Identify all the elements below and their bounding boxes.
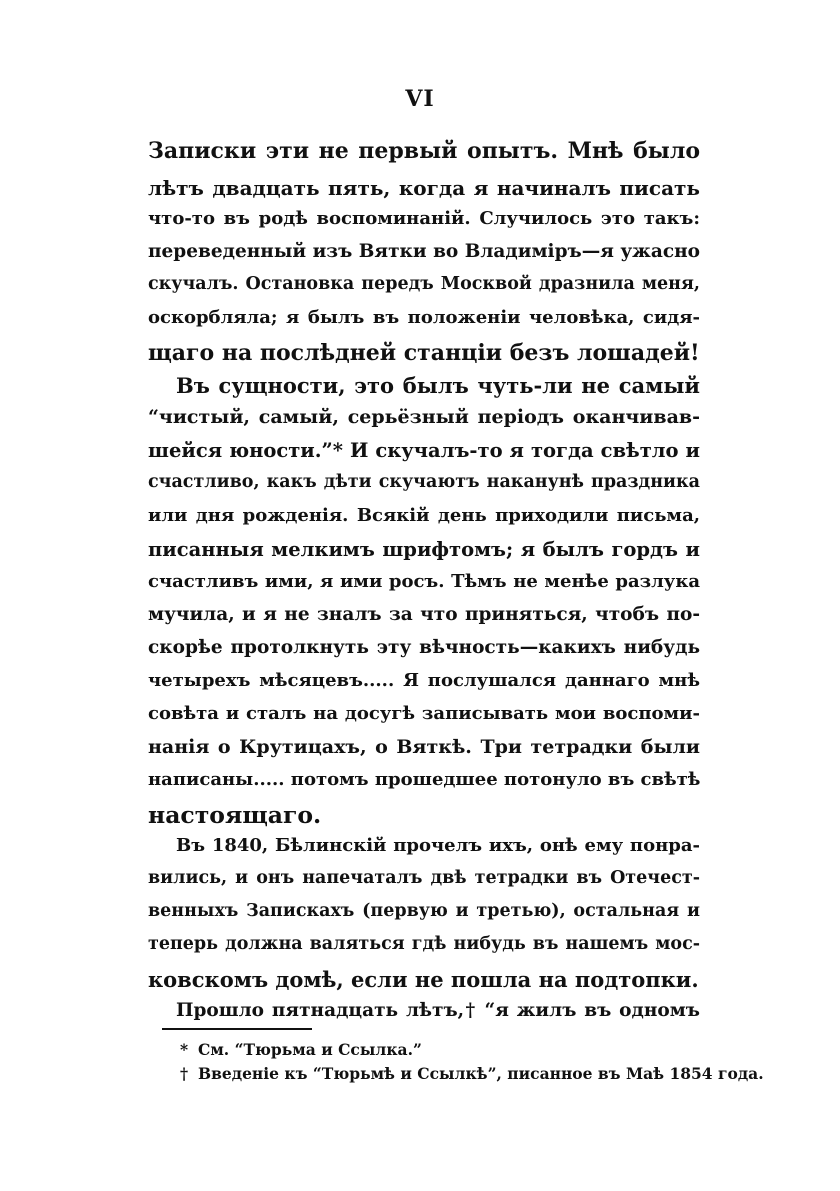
text-line: переведенный изъ Вятки во Владиміръ—я ужасно: [148, 241, 700, 262]
text-line: ковскомъ домѣ, если не пошла на подтопки.: [148, 967, 699, 992]
footnote: [180, 1064, 764, 1083]
footnote-divider: [162, 1028, 312, 1030]
text-line: счастливо, какъ дѣти скучаютъ наканунѣ праздника: [148, 472, 700, 492]
footnote-mark: †: [180, 1064, 189, 1083]
text-line: “чистый, самый, серьёзный періодъ оканчивав-: [148, 406, 700, 428]
text-line: совѣта и сталъ на досугѣ записывать мои воспоми-: [148, 703, 700, 724]
text-line: вились, и онъ напечаталъ двѣ тетрадки въ Отечест-: [148, 868, 700, 888]
text-line: настоящаго.: [148, 801, 322, 829]
footnote-mark: *: [180, 1040, 189, 1059]
text-line: счастливъ ими, я ими росъ. Тѣмъ не менѣе разлука: [148, 571, 700, 592]
text-line: щаго на послѣдней станціи безъ лошадей!: [148, 340, 700, 366]
text-line: Въ 1840, Бѣлинскій прочелъ ихъ, онѣ ему понра-: [176, 835, 700, 856]
text-line: Прошло пятнадцать лѣтъ,† “я жилъ въ одномъ: [176, 1000, 700, 1021]
text-line: мучила, и я не зналъ за что приняться, чтобъ по-: [148, 604, 700, 625]
text-line: или дня рожденія. Всякій день приходили письма,: [148, 505, 700, 526]
footnote: [180, 1040, 422, 1059]
text-line: Въ сущности, это былъ чуть-ли не самый: [176, 373, 700, 398]
footnote-text: Введеніе къ “Тюрьмѣ и Ссылкѣ”, писанное въ Маѣ 1854 года.: [198, 1064, 764, 1083]
text-line: оскорбляла; я былъ въ положеніи человѣка, сидя-: [148, 307, 700, 328]
text-line: четырехъ мѣсяцевъ..... Я послушался даннаго мнѣ: [148, 670, 700, 691]
text-line: скучалъ. Остановка передъ Москвой дразнила меня,: [148, 274, 700, 294]
text-line: написаны..... потомъ прошедшее потонуло въ свѣтѣ: [148, 769, 701, 790]
text-line: шейся юности.”* И скучалъ-то я тогда свѣтло и: [148, 439, 700, 462]
text-line: венныхъ Запискахъ (первую и третью), остальная и: [148, 901, 700, 921]
text-line: писанныя мелкимъ шрифтомъ; я былъ гордъ и: [148, 538, 700, 561]
text-line: Записки эти не первый опытъ. Мнѣ было: [148, 138, 700, 164]
text-line: что-то въ родѣ воспоминаній. Случилось это такъ:: [148, 208, 700, 229]
text-line: лѣтъ двадцать пять, когда я начиналъ писать: [148, 176, 700, 200]
text-line: теперь должна валяться гдѣ нибудь въ нашемъ мос-: [148, 934, 700, 954]
page-number: VI: [405, 86, 435, 112]
text-line: нанія о Крутицахъ, о Вяткѣ. Три тетрадки были: [148, 736, 700, 758]
footnote-text: См. “Тюрьма и Ссылка.”: [198, 1040, 422, 1059]
text-line: скорѣе протолкнуть эту вѣчность—какихъ нибудь: [148, 637, 700, 658]
